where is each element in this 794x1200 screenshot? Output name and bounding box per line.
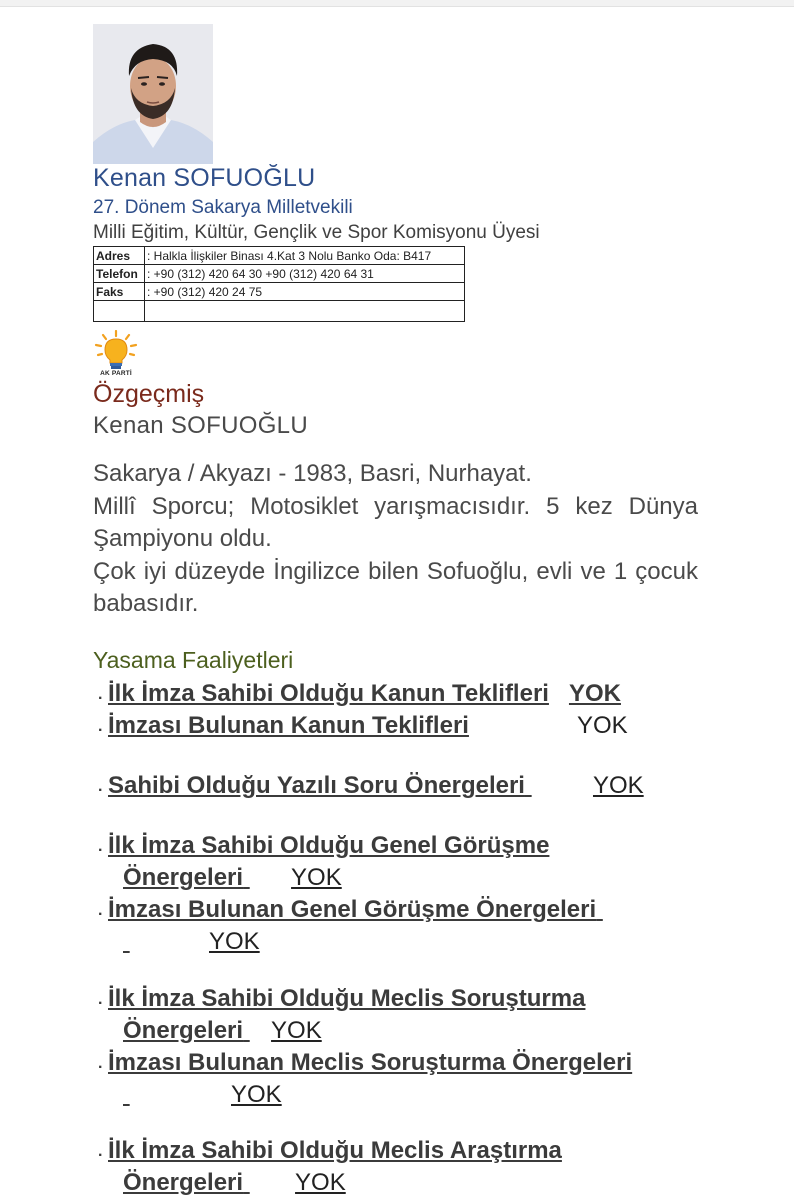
fax-value: : +90 (312) 420 24 75 [145,283,465,301]
deputy-role: 27. Dönem Sakarya Milletvekili [93,197,353,218]
legislation-link-continued[interactable]: Önergeleri [123,864,244,891]
legislation-item [98,678,621,710]
bullet: . [98,838,103,855]
legislation-value: YOK [291,864,342,891]
legislation-item [98,1135,562,1198]
legislation-link[interactable]: İlk İmza Sahibi Olduğu Meclis Soruşturma [108,985,586,1012]
light-bulb-icon [93,330,139,372]
empty-cell [94,301,145,322]
fax-row [94,283,465,301]
legislation-link[interactable]: İlk İmza Sahibi Olduğu Meclis Araştırma [108,1137,562,1164]
legislation-title: Yasama Faaliyetleri [93,647,294,673]
cv-paragraph: Millî Sporcu; Motosiklet yarışmacısıdır. 5 kez Dünya Şampiyonu oldu. [93,492,698,552]
party-logo-text: AK PARTİ [100,370,132,377]
legislation-value: YOK [592,772,644,799]
phone-row [94,265,465,283]
party-logo [93,330,139,382]
legislation-link-continued[interactable]: Önergeleri [123,1017,244,1044]
empty-cell [145,301,465,322]
legislation-item [98,894,636,957]
legislation-item [98,770,644,802]
bullet: . [98,778,103,795]
legislation-link[interactable]: İlk İmza Sahibi Olduğu Kanun Teklifleri [108,680,549,707]
cv-name: Kenan SOFUOĞLU [93,412,308,439]
legislation-item [98,710,628,742]
legislation-value: YOK [271,1017,322,1044]
legislation-value: YOK [231,1081,282,1108]
fax-label: Faks [94,283,145,301]
legislation-link-continued[interactable]: Önergeleri [123,1169,244,1196]
legislation-value: YOK [568,680,621,707]
legislation-value: YOK [209,928,260,955]
bullet: . [98,1055,103,1072]
cv-title: Özgeçmiş [93,380,205,408]
address-value: : Halkla İlişkiler Binası 4.Kat 3 Nolu Banko Oda: B417 [145,247,465,265]
legislation-link[interactable]: İlk İmza Sahibi Olduğu Genel Görüşme [108,832,550,859]
legislation-link[interactable]: İmzası Bulunan Kanun Teklifleri [108,712,469,739]
address-label: Adres [94,247,145,265]
legislation-value: YOK [295,1169,346,1196]
profile-photo [93,24,213,164]
commission-membership: Milli Eğitim, Kültür, Gençlik ve Spor Komisyonu Üyesi [93,222,540,243]
legislation-link[interactable]: İmzası Bulunan Genel Görüşme Önergeleri [108,896,597,923]
legislation-item [98,983,585,1046]
bullet: . [98,1143,103,1160]
deputy-name: Kenan SOFUOĞLU [93,164,316,192]
legislation-value: YOK [576,712,628,739]
cv-paragraph: Çok iyi düzeyde İngilizce bilen Sofuoğlu, evli ve 1 çocuk babasıdır. [93,557,698,617]
legislation-item [98,1047,632,1110]
legislation-item [98,830,549,893]
legislation-link[interactable]: Sahibi Olduğu Yazılı Soru Önergeleri [108,772,525,799]
bullet: . [98,686,103,703]
top-border [0,0,794,7]
phone-value: : +90 (312) 420 64 30 +90 (312) 420 64 31 [145,265,465,283]
legislation-link[interactable]: İmzası Bulunan Meclis Soruşturma Önergeleri [108,1049,633,1076]
bullet: . [98,902,103,919]
cv-body [93,458,698,621]
phone-label: Telefon [94,265,145,283]
contact-table [93,246,465,322]
bullet: . [98,718,103,735]
empty-row [94,301,465,322]
bullet: . [98,991,103,1008]
cv-paragraph: Sakarya / Akyazı - 1983, Basri, Nurhayat. [93,460,532,487]
address-row [94,247,465,265]
